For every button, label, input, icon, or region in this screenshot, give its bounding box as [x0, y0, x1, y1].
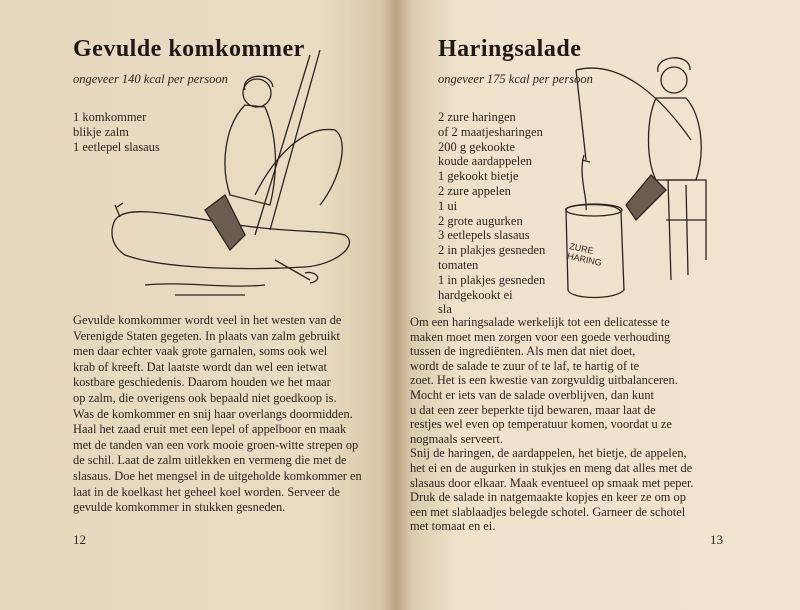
ingredient: of 2 maatjesharingen	[438, 124, 543, 139]
ingredient: 2 grote augurken	[438, 213, 523, 228]
recipe-description	[410, 315, 694, 534]
text-line: slasaus door elkaar. Maak eventueel op smaak met peper.	[410, 475, 694, 490]
text-line: Gevulde komkommer wordt veel in het westen van de	[73, 313, 342, 327]
recipe-calories: ongeveer 175 kcal per persoon	[438, 72, 593, 86]
text-line: Druk de salade in natgemaakte kopjes en keer ze om op	[410, 490, 686, 505]
text-line: maken moet men zorgen voor een goede verhouding	[410, 329, 671, 344]
ingredient: koude aardappelen	[438, 154, 533, 169]
right-page	[396, 0, 800, 610]
text-line: het ei en de augurken in stukjes en meng dat alles met de	[410, 460, 693, 475]
text-line: Was de komkommer en snij haar overlangs doormidden.	[73, 406, 353, 421]
page-number: 13	[710, 532, 723, 547]
cook-in-cucumber-boat-illustration	[105, 45, 375, 300]
text-line: laat in de koelkast het geheel koel worden. Serveer de	[73, 484, 340, 499]
text-line: men daar echter vaak grote garnalen, soms ook wel	[73, 344, 328, 359]
ingredient: 1 komkommer	[73, 110, 147, 124]
ingredient: 1 in plakjes gesneden	[438, 272, 546, 287]
text-line: Verenigde Staten gegeten. In plaats van zalm gebruikt	[73, 328, 340, 343]
recipe-calories: ongeveer 140 kcal per persoon	[73, 72, 228, 86]
text-line: slasaus. Doe het mengsel in de uitgeholde komkommer en	[73, 468, 362, 483]
text-line: een met slablaadjes belegde schotel. Garneer de schotel	[410, 504, 686, 519]
ingredient: 2 in plakjes gesneden	[438, 243, 546, 258]
ingredient: sla	[438, 302, 452, 317]
jar-label: ZURE HARING	[566, 241, 603, 268]
text-line: Mocht er iets van de salade overblijven, dan kunt	[410, 387, 654, 402]
ingredient: blikje zalm	[73, 125, 129, 139]
text-line: met tomaat en ei.	[410, 519, 496, 534]
ingredient: hardgekookt ei	[438, 287, 513, 302]
text-line: de schil. Laat de zalm uitlekken en vermeng die met de	[73, 453, 347, 468]
ingredient: 1 eetlepel slasaus	[73, 140, 160, 154]
ingredient-list	[438, 110, 545, 317]
ingredient: 2 zure haringen	[438, 110, 516, 124]
text-line: kostbare geschiedenis. Daarom houden we het maar	[73, 375, 331, 390]
ingredient: 1 gekookt bietje	[438, 169, 519, 184]
recipe-description	[73, 313, 362, 516]
text-line: op zalm, die overigens ook bepaald niet goedkoop is.	[73, 390, 337, 405]
text-line: Om een haringsalade werkelijk tot een delicatesse te	[410, 315, 670, 329]
text-line: wordt de salade te zuur of te laf, te hartig of te	[410, 358, 640, 373]
ingredient: 2 zure appelen	[438, 183, 511, 198]
text-line: Haal het zaad eruit met een lepel of appelboor en maak	[73, 422, 347, 437]
ingredient: 1 ui	[438, 198, 458, 213]
text-line: krab of kreeft. Dat laatste wordt dan wel een ietwat	[73, 359, 327, 374]
ingredient: 3 eetlepels slasaus	[438, 228, 530, 243]
recipe-title: Gevulde komkommer	[73, 36, 305, 62]
left-page	[0, 0, 396, 610]
text-line: tussen de ingrediënten. Als men dat niet doet,	[410, 344, 636, 359]
text-line: gevulde komkommer in stukken gesneden.	[73, 500, 286, 515]
text-line: nogmaals serveert.	[410, 431, 503, 446]
text-line: zoet. Het is een kwestie van zorgvuldig uitbalanceren.	[410, 373, 678, 388]
text-line: u dat een zeer beperkte tijd bewaren, maar laat de	[410, 402, 656, 417]
page-number: 12	[73, 532, 86, 547]
text-line: Snij de haringen, de aardappelen, het bietje, de appelen,	[410, 446, 687, 461]
cook-fishing-herring-illustration	[556, 50, 726, 305]
ingredient: 200 g gekookte	[438, 139, 516, 154]
text-line: restjes wel even op temperatuur komen, voordat u ze	[410, 417, 672, 432]
ingredient: tomaten	[438, 257, 479, 272]
text-line: met de tanden van een vork mooie groen-witte strepen op	[73, 437, 359, 452]
recipe-title: Haringsalade	[438, 36, 582, 62]
